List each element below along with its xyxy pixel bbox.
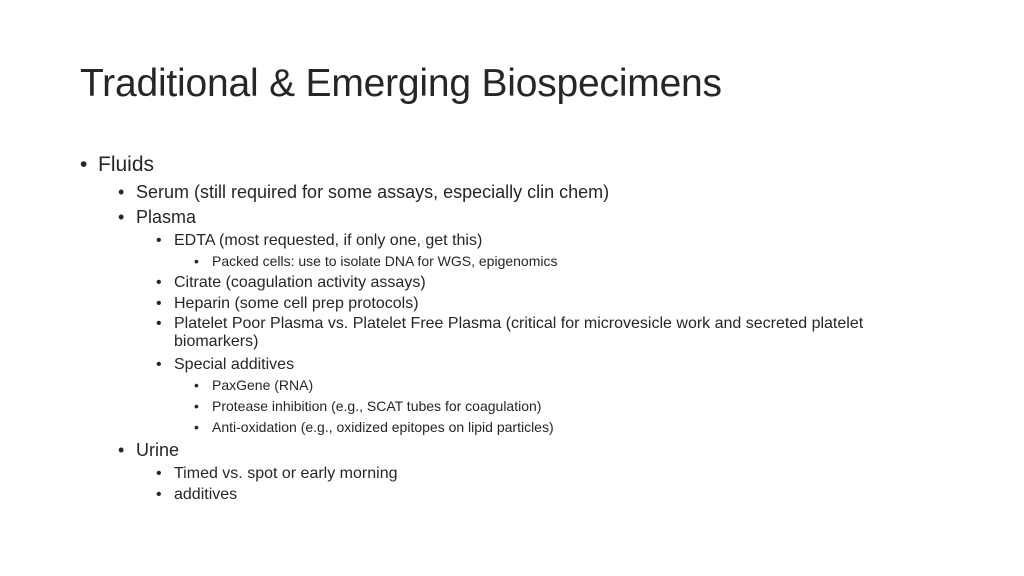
bullet-paxgene [194, 375, 960, 396]
bullet-text: Heparin (some cell prep protocols) [174, 295, 419, 312]
bullet-text: Platelet Poor Plasma vs. Platelet Free Plasma (critical for microvesicle work and secreted platelet biomarkers) [174, 315, 864, 350]
bullet-dot: • [118, 440, 125, 460]
bullet-platelet-plasma [156, 315, 904, 351]
bullet-urine [118, 438, 960, 463]
bullet-dot: • [194, 398, 199, 414]
bullet-text: Plasma [136, 207, 197, 227]
bullet-text: Urine [136, 440, 180, 460]
bullet-citrate [156, 272, 960, 293]
bullet-protease-inhibition [194, 396, 960, 417]
bullet-text: Timed vs. spot or early morning [174, 465, 398, 482]
bullet-dot: • [194, 253, 199, 269]
bullet-timed-vs-spot [156, 463, 960, 484]
bullet-dot: • [156, 232, 162, 249]
bullet-text: Citrate (coagulation activity assays) [174, 274, 426, 291]
bullet-dot: • [118, 182, 125, 202]
bullet-text: Anti-oxidation (e.g., oxidized epitopes on lipid particles) [212, 419, 554, 435]
bullet-text: Packed cells: use to isolate DNA for WGS, epigenomics [212, 253, 558, 269]
bullet-dot: • [80, 153, 88, 176]
bullet-text: Protease inhibition (e.g., SCAT tubes for coagulation) [212, 398, 542, 414]
bullet-dot: • [156, 315, 162, 332]
bullet-text: Serum (still required for some assays, especially clin chem) [136, 182, 610, 202]
bullet-dot: • [118, 207, 125, 227]
bullet-dot: • [194, 419, 199, 435]
bullet-text: Special additives [174, 356, 295, 373]
bullet-text: EDTA (most requested, if only one, get this) [174, 232, 483, 249]
bullet-dot: • [156, 356, 162, 373]
bullet-anti-oxidation [194, 417, 960, 438]
bullet-packed-cells [194, 251, 960, 272]
bullet-dot: • [156, 465, 162, 482]
bullet-dot: • [156, 486, 162, 503]
bullet-text: PaxGene (RNA) [212, 377, 314, 393]
bullet-heparin [156, 293, 960, 314]
bullet-plasma [118, 205, 960, 230]
bullet-special-additives [156, 354, 960, 375]
bullet-edta [156, 230, 960, 251]
bullet-dot: • [156, 295, 162, 312]
bullet-additives [156, 484, 960, 505]
bullet-fluids [80, 150, 960, 180]
bullet-dot: • [156, 274, 162, 291]
bullet-text: Fluids [98, 153, 155, 176]
bullet-text: additives [174, 486, 238, 503]
bullet-serum [118, 180, 960, 205]
bullet-dot: • [194, 377, 199, 393]
slide-title: Traditional & Emerging Biospecimens [80, 62, 722, 105]
bullet-list [80, 150, 960, 505]
